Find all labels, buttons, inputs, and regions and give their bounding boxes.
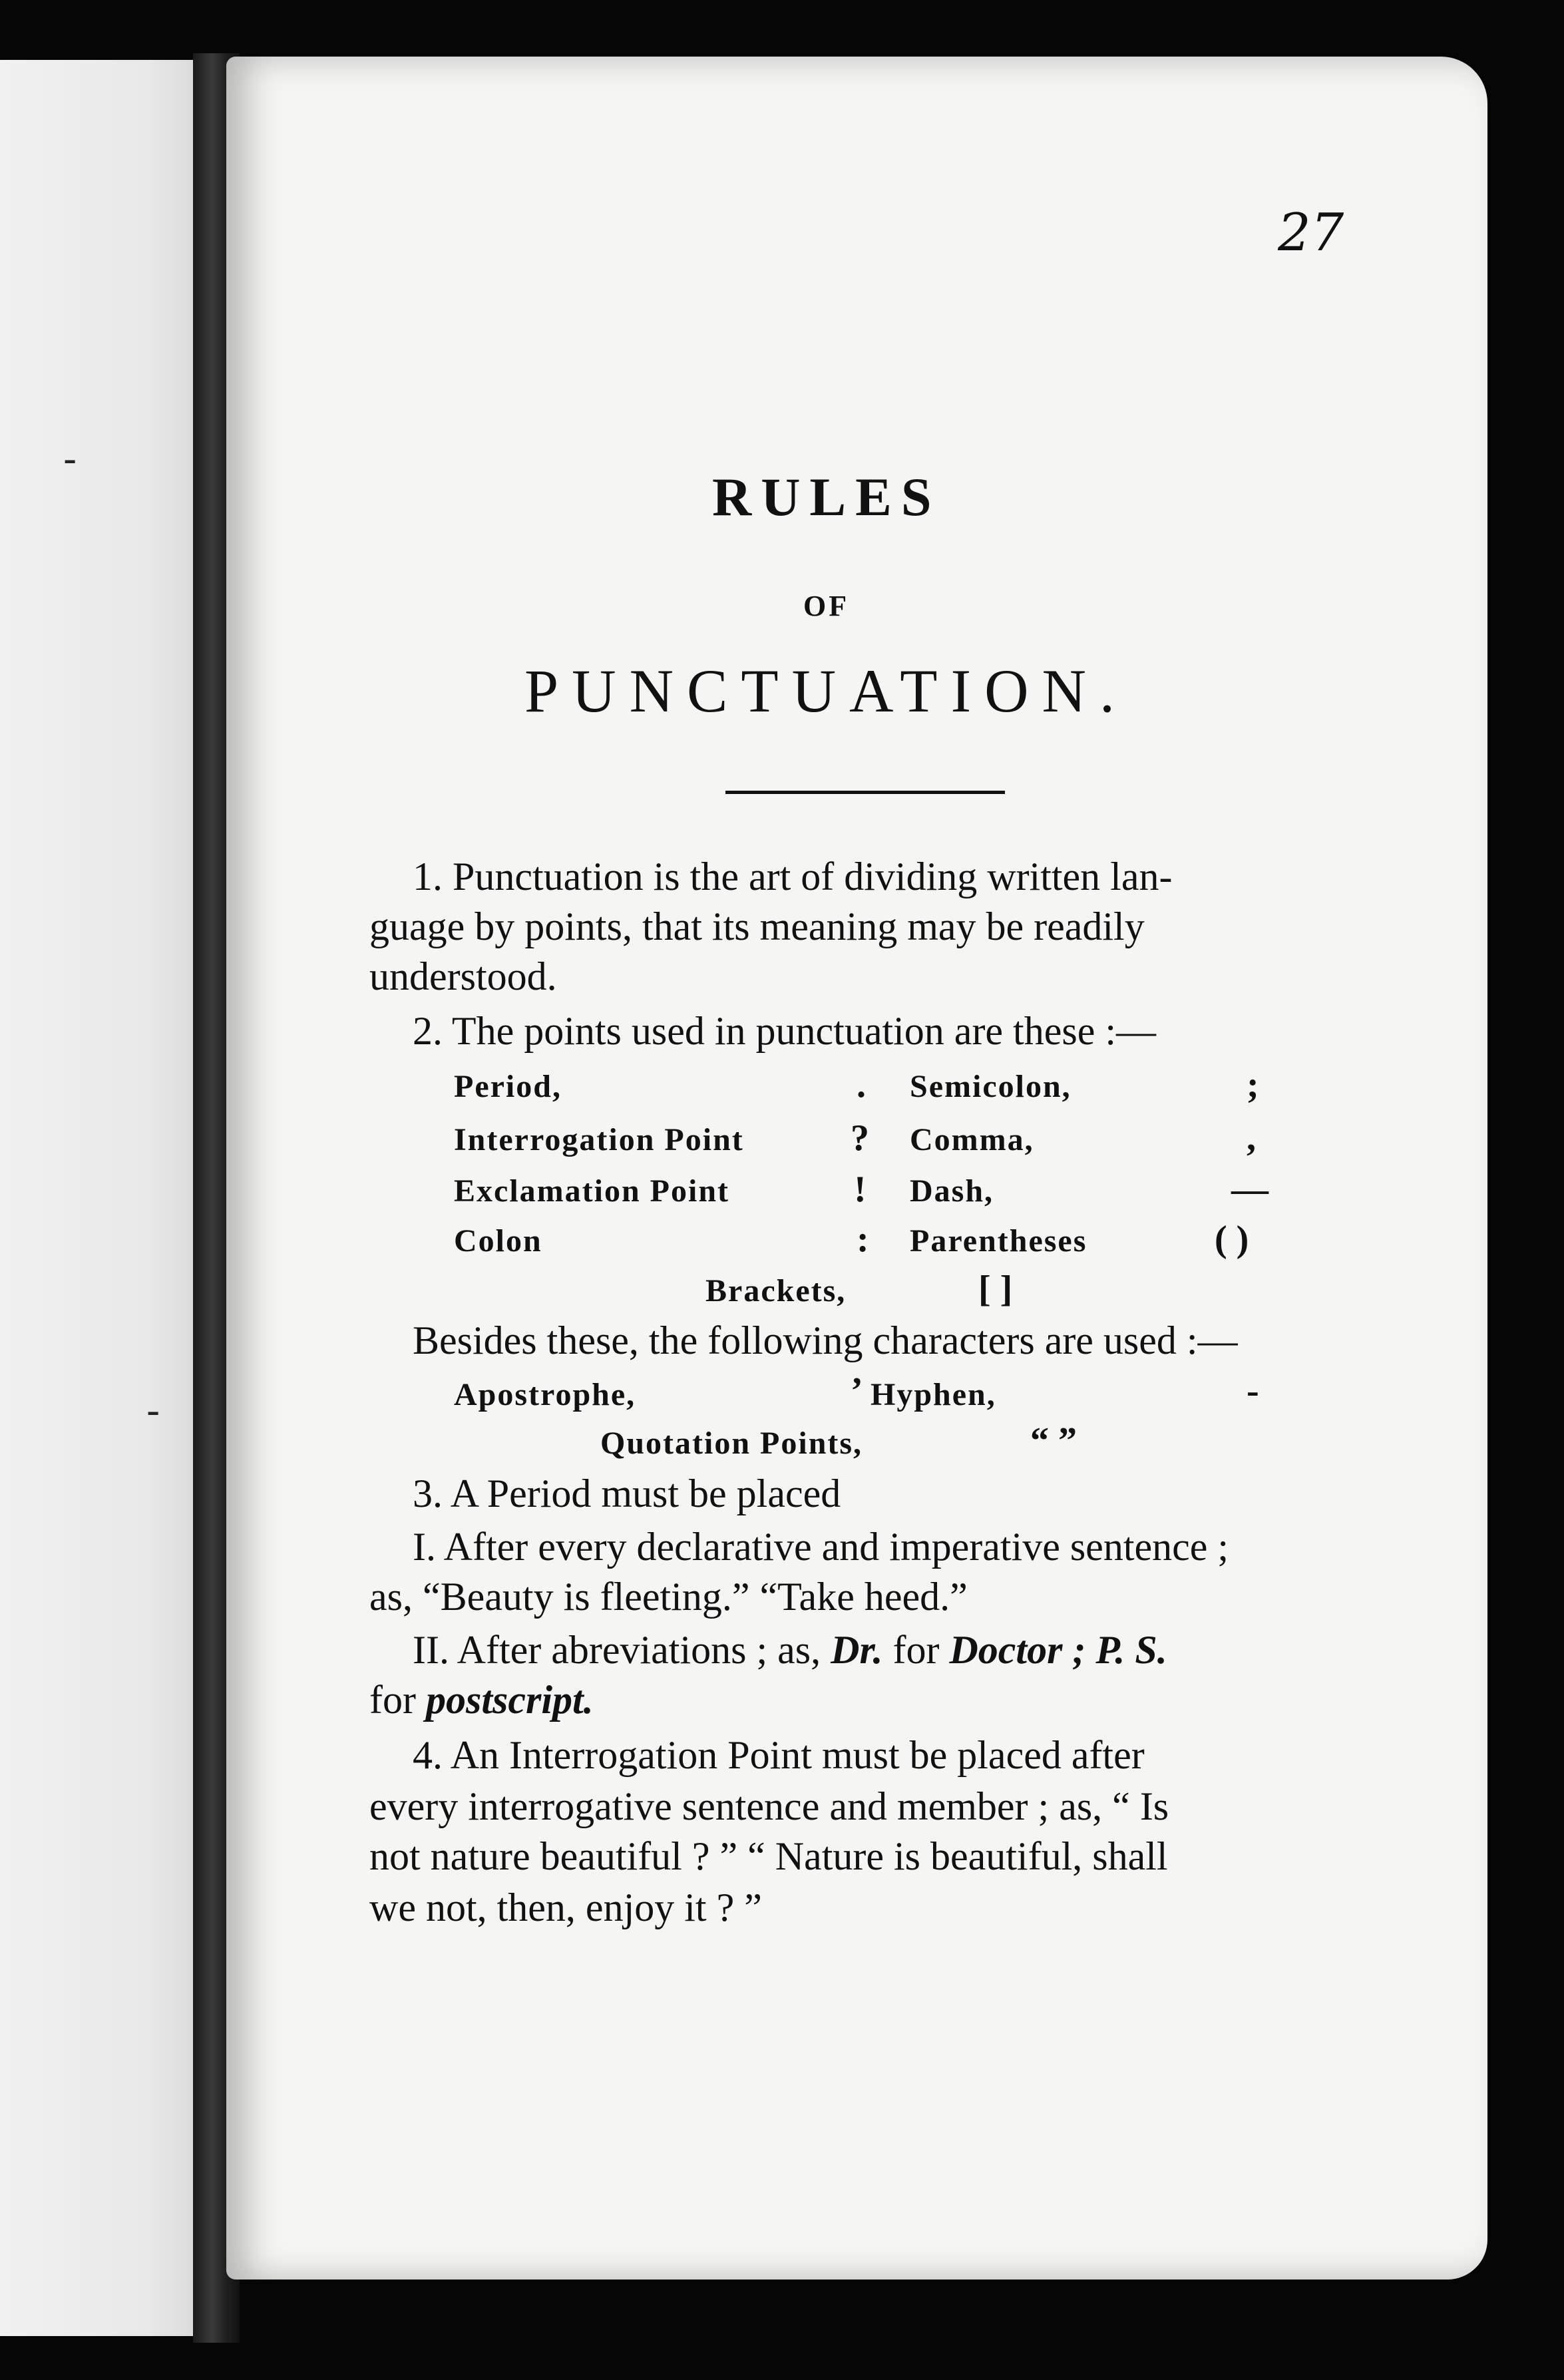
rule-2-text: II. After abreviations ; as, <box>413 1628 831 1672</box>
rule-1-line-2: as, “Beauty is fleeting.” “Take heed.” <box>369 1575 968 1619</box>
page-number: 27 <box>1278 203 1344 263</box>
heading-punctuation: PUNCTUATION. <box>524 657 1128 725</box>
char-hyphen-name: Hyphen, <box>871 1377 996 1412</box>
char-quotation-name: Quotation Points, <box>600 1426 863 1461</box>
paragraph-4-line-2: every interrogative sentence and member ; as, “ Is <box>369 1784 1169 1828</box>
point-parentheses-name: Parentheses <box>910 1223 1087 1259</box>
point-comma-name: Comma, <box>910 1122 1034 1157</box>
facing-page <box>0 60 206 2336</box>
point-colon-name: Colon <box>454 1223 542 1259</box>
rule-2-for-2: for <box>369 1678 426 1722</box>
point-dash-symbol: — <box>1231 1169 1269 1210</box>
point-interrogation-symbol: ? <box>851 1117 869 1159</box>
point-semicolon-name: Semicolon, <box>910 1069 1072 1104</box>
point-dash-name: Dash, <box>910 1173 994 1209</box>
point-period-symbol: . <box>857 1064 866 1105</box>
rule-2-dr: Dr. <box>831 1628 883 1672</box>
char-quotation-symbol: “ ” <box>1030 1420 1077 1462</box>
paragraph-4-line-3: not nature beautiful ? ” “ Nature is beautiful, shall <box>369 1834 1168 1878</box>
point-semicolon-symbol: ; <box>1247 1064 1259 1105</box>
point-exclamation-name: Exclamation Point <box>454 1173 729 1209</box>
point-comma-symbol: , <box>1247 1117 1256 1159</box>
rule-1-line-1: I. After every declarative and imperative sentence ; <box>413 1525 1229 1569</box>
paragraph-1-line-2: guage by points, that its meaning may be readily <box>369 904 1145 948</box>
point-period-name: Period, <box>454 1069 562 1104</box>
paragraph-1-line-3: understood. <box>369 954 557 998</box>
rule-2-line-1 <box>413 1627 1167 1673</box>
char-apostrophe-symbol: ’ <box>851 1370 863 1412</box>
rule-2-for: for <box>882 1628 950 1672</box>
char-hyphen-symbol: - <box>1247 1370 1259 1412</box>
stray-mark: - <box>146 1388 160 1434</box>
point-colon-symbol: : <box>857 1219 869 1260</box>
rule-2-doctor: Doctor ; P. S. <box>949 1628 1167 1672</box>
heading-of: OF <box>803 590 850 622</box>
besides-line: Besides these, the following characters are used :— <box>413 1318 1238 1362</box>
point-brackets-symbol: [ ] <box>978 1269 1013 1310</box>
paragraph-1-line-1: 1. Punctuation is the art of dividing written lan- <box>413 855 1173 898</box>
rule-2-postscript: postscript. <box>425 1678 594 1722</box>
paragraph-4-line-4: we not, then, enjoy it ? ” <box>369 1885 762 1929</box>
heading-rules: RULES <box>712 467 941 527</box>
rule-2-line-2 <box>369 1677 594 1723</box>
paragraph-2-line-1: 2. The points used in punctuation are these :— <box>413 1009 1157 1053</box>
paragraph-4-line-1: 4. An Interrogation Point must be placed after <box>413 1733 1145 1777</box>
point-parentheses-symbol: ( ) <box>1215 1219 1249 1260</box>
point-exclamation-symbol: ! <box>854 1169 867 1210</box>
char-apostrophe-name: Apostrophe, <box>454 1377 636 1412</box>
point-brackets-name: Brackets, <box>705 1273 847 1308</box>
heading-divider <box>725 791 1005 794</box>
paragraph-3-line-1: 3. A Period must be placed <box>413 1472 841 1515</box>
point-interrogation-name: Interrogation Point <box>454 1122 744 1157</box>
stray-mark: - <box>63 436 77 483</box>
